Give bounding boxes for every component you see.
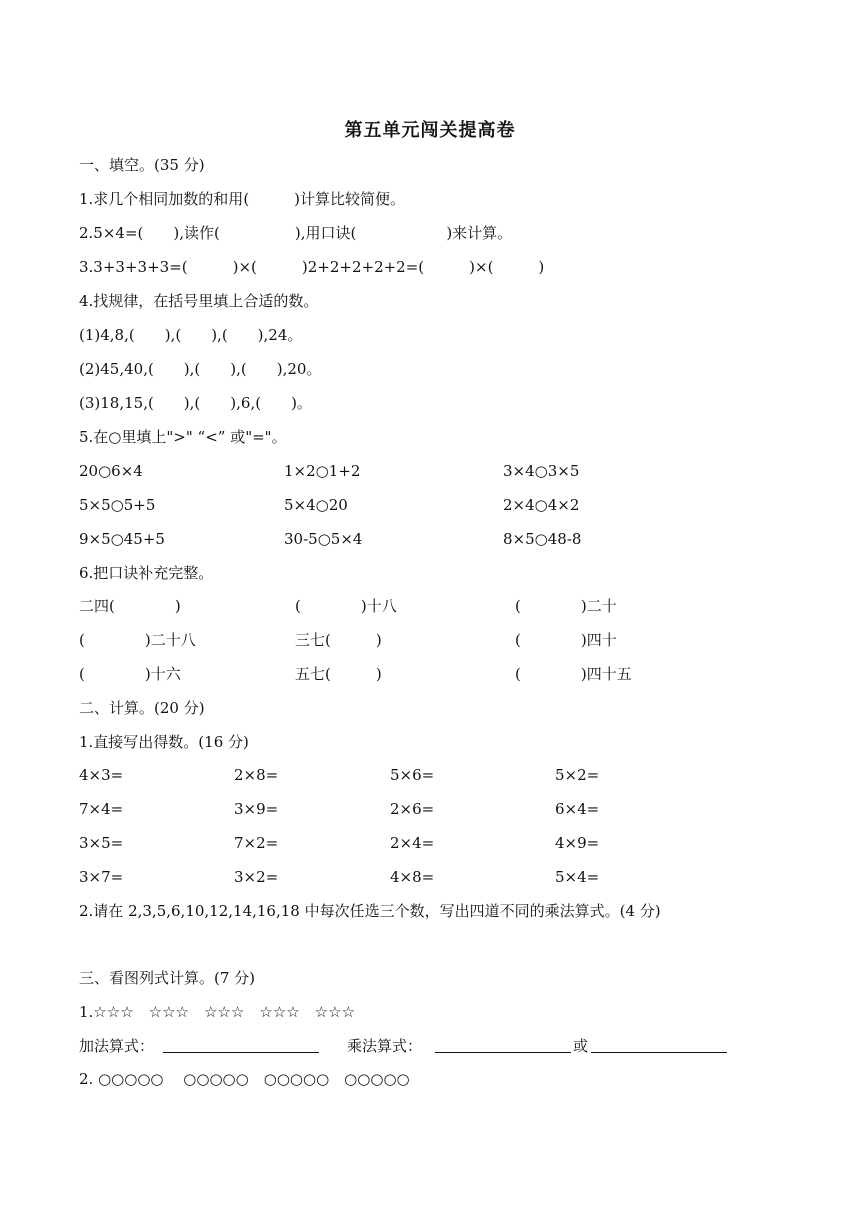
calc-item: 4×3= [79, 766, 124, 784]
compare-item: 9×5○45+5 [79, 530, 165, 548]
compare-row [79, 461, 799, 481]
compare-item: 1×2○1+2 [284, 462, 361, 480]
rhyme-item: ( )四十 [515, 631, 617, 649]
question-2-2: 2.请在 2,3,5,6,10,12,14,16,18 中每次任选三个数，写出四道不同的乘法算式。(4 分) [79, 902, 661, 920]
section-3-heading: 三、看图列式计算。(7 分) [79, 969, 256, 987]
rhyme-item: ( )十六 [79, 665, 181, 683]
rhyme-item: ( )四十五 [515, 665, 632, 683]
compare-row [79, 495, 799, 515]
calc-item: 5×2= [555, 766, 600, 784]
question-3-1-stars: 1.☆☆☆ ☆☆☆ ☆☆☆ ☆☆☆ ☆☆☆ [79, 1003, 356, 1021]
calc-item: 5×6= [390, 766, 435, 784]
compare-item: 8×5○48-8 [503, 530, 582, 548]
question-1-4-item: (2)45,40,( ),( ),( ),20。 [79, 360, 322, 378]
calc-item: 3×9= [234, 800, 279, 818]
multiplication-label: 乘法算式： [347, 1037, 423, 1055]
question-1-5: 5.在○里填上">" “<” 或"="。 [79, 428, 287, 446]
question-1-4-item: (3)18,15,( ),( ),6,( )。 [79, 394, 312, 412]
calc-item: 3×7= [79, 868, 124, 886]
rhyme-item: ( )二十八 [79, 631, 196, 649]
multiplication-rhyme-row [79, 630, 799, 650]
question-1-3: 3.3+3+3+3=( )×( )2+2+2+2+2=( )×( ) [79, 258, 545, 276]
answer-line-row [79, 1036, 799, 1056]
question-3-2-circles: 2. ○○○○○ ○○○○○ ○○○○○ ○○○○○ [79, 1070, 410, 1088]
calc-row [79, 833, 799, 853]
rhyme-item: 五七( ) [295, 665, 382, 683]
section-1-heading: 一、填空。(35 分) [79, 156, 205, 174]
rhyme-item: ( )二十 [515, 597, 617, 615]
calc-row [79, 799, 799, 819]
calc-item: 7×4= [79, 800, 124, 818]
calc-item: 2×4= [390, 834, 435, 852]
compare-item: 30-5○5×4 [284, 530, 363, 548]
calc-row [79, 765, 799, 785]
calc-item: 3×2= [234, 868, 279, 886]
compare-item: 5×4○20 [284, 496, 348, 514]
question-1-6: 6.把口诀补充完整。 [79, 564, 214, 582]
calc-item: 7×2= [234, 834, 279, 852]
compare-row [79, 529, 799, 549]
addition-label: 加法算式： [79, 1037, 155, 1055]
rhyme-item: 二四( ) [79, 597, 181, 615]
section-2-heading: 二、计算。(20 分) [79, 699, 205, 717]
question-2-1: 1.直接写出得数。(16 分) [79, 733, 249, 751]
addition-answer-blank[interactable] [163, 1036, 319, 1058]
page-title: 第五单元闯关提高卷 [344, 120, 516, 141]
compare-item: 2×4○4×2 [503, 496, 580, 514]
compare-item: 5×5○5+5 [79, 496, 156, 514]
question-1-1: 1.求几个相同加数的和用( )计算比较简便。 [79, 190, 406, 208]
calc-item: 4×9= [555, 834, 600, 852]
multiplication-rhyme-row [79, 596, 799, 616]
calc-item: 4×8= [390, 868, 435, 886]
calc-item: 2×6= [390, 800, 435, 818]
calc-row [79, 867, 799, 887]
question-1-4-item: (1)4,8,( ),( ),( ),24。 [79, 326, 303, 344]
calc-item: 3×5= [79, 834, 124, 852]
multiplication-answer-blank[interactable] [435, 1036, 571, 1058]
question-1-2: 2.5×4=( ),读作( ),用口诀( )来计算。 [79, 224, 513, 242]
rhyme-item: ( )十八 [295, 597, 397, 615]
calc-item: 6×4= [555, 800, 600, 818]
question-1-4: 4.找规律，在括号里填上合适的数。 [79, 292, 319, 310]
or-label: 或 [573, 1037, 589, 1055]
multiplication-answer-blank-alt[interactable] [591, 1036, 727, 1058]
calc-item: 5×4= [555, 868, 600, 886]
calc-item: 2×8= [234, 766, 279, 784]
rhyme-item: 三七( ) [295, 631, 382, 649]
compare-item: 20○6×4 [79, 462, 143, 480]
compare-item: 3×4○3×5 [503, 462, 580, 480]
multiplication-rhyme-row [79, 664, 799, 684]
